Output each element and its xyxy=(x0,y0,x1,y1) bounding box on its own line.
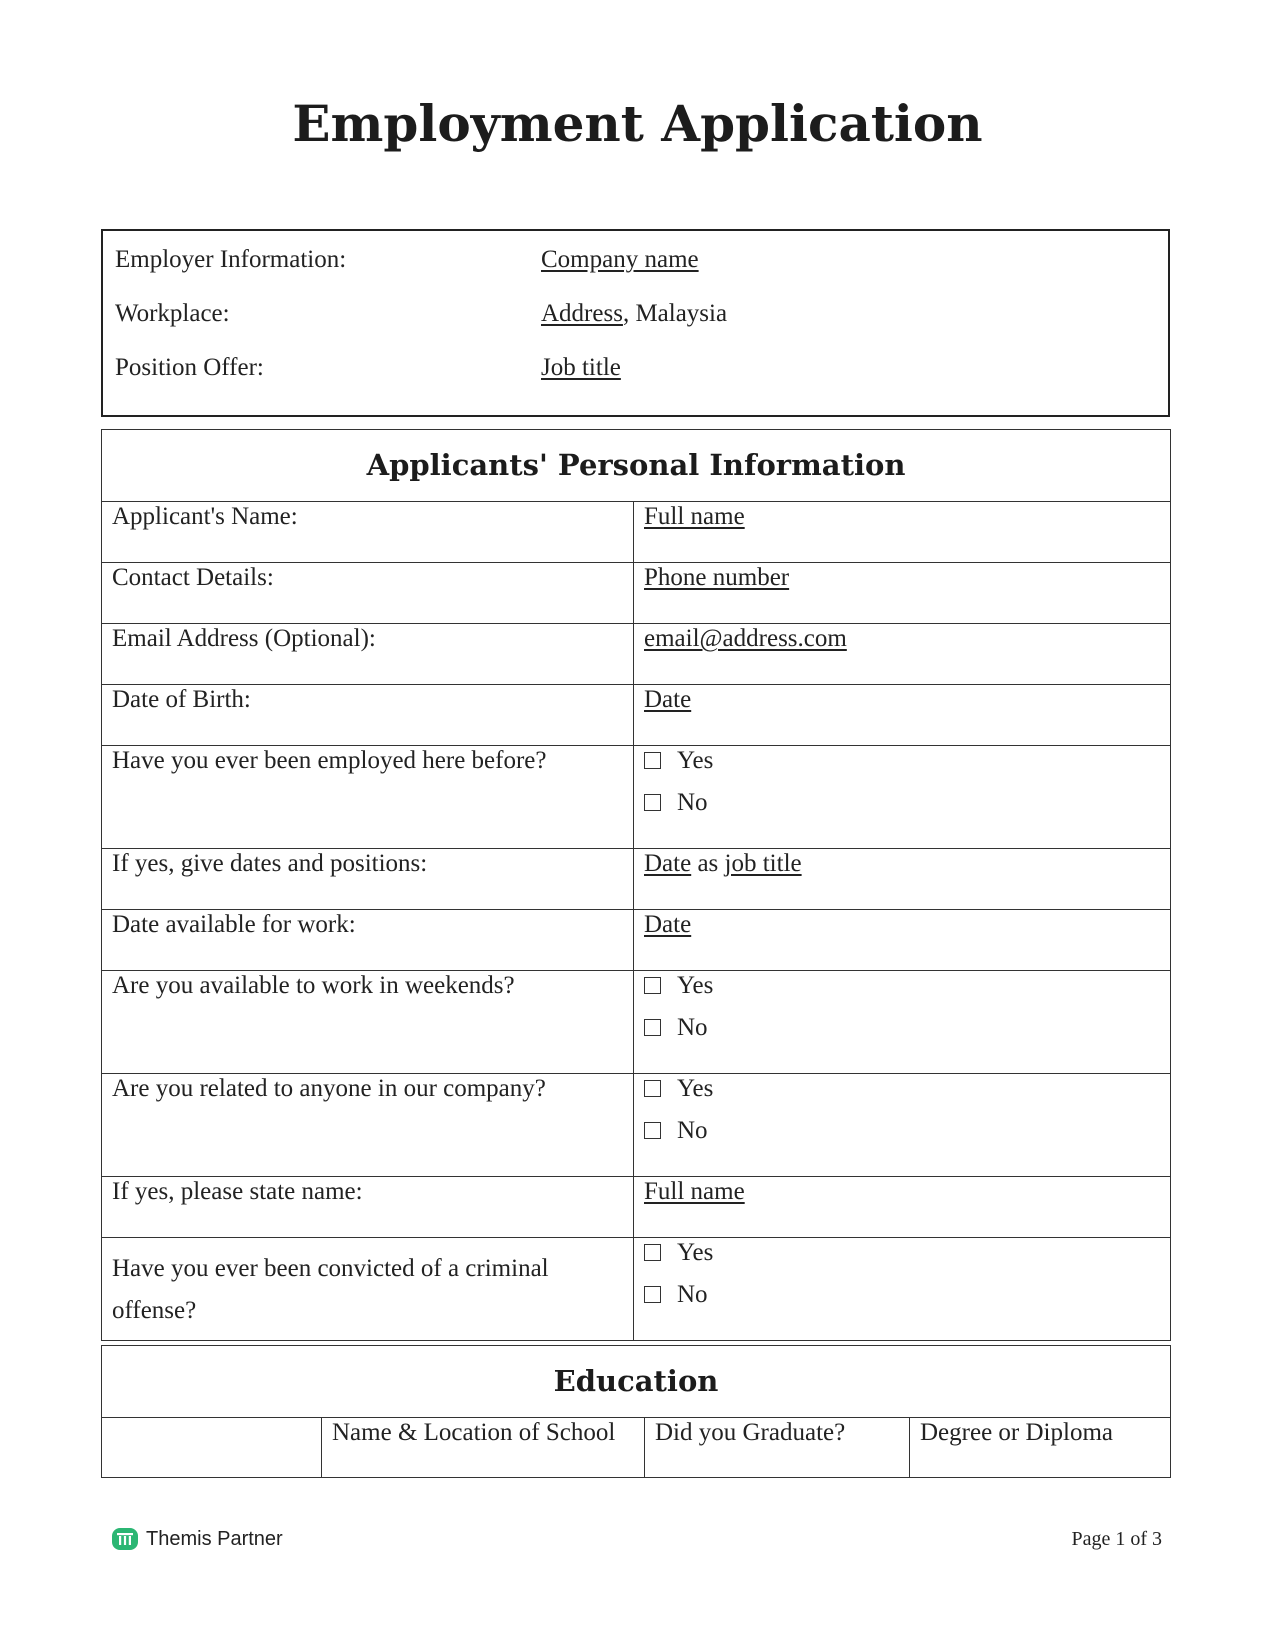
themis-logo-icon xyxy=(112,1528,138,1550)
weekends-label: Are you available to work in weekends? xyxy=(102,971,634,1074)
table-row xyxy=(102,910,1171,971)
convicted-no-option[interactable] xyxy=(644,1280,1160,1322)
company-name-field[interactable]: Company name xyxy=(541,246,699,273)
checkbox-icon[interactable] xyxy=(644,1286,661,1303)
table-row xyxy=(102,1074,1171,1177)
employed-before-no-option[interactable] xyxy=(644,788,1160,830)
convicted-label: Have you ever been convicted of a criminal offense? xyxy=(102,1238,634,1341)
weekends-yes-option[interactable] xyxy=(644,971,1160,1013)
document-title: Employment Application xyxy=(292,94,983,153)
job-title-field[interactable]: Job title xyxy=(541,354,621,381)
weekends-no-option[interactable] xyxy=(644,1013,1160,1055)
employed-before-yes-option[interactable] xyxy=(644,746,1160,788)
education-col-degree: Degree or Diploma xyxy=(910,1418,1171,1478)
related-yes-option[interactable] xyxy=(644,1074,1160,1116)
checkbox-icon[interactable] xyxy=(644,977,661,994)
personal-info-table xyxy=(101,429,1171,1341)
checkbox-icon[interactable] xyxy=(644,1122,661,1139)
workplace-country: , Malaysia xyxy=(622,300,728,327)
weekends-options xyxy=(634,971,1171,1074)
email-field[interactable]: email@address.com xyxy=(644,625,847,652)
footer-brand xyxy=(112,1526,283,1552)
applicant-name-cell xyxy=(634,502,1171,563)
option-label: Yes xyxy=(677,1075,714,1102)
education-heading: Education xyxy=(102,1346,1171,1418)
email-label: Email Address (Optional): xyxy=(102,624,634,685)
checkbox-icon[interactable] xyxy=(644,794,661,811)
table-row xyxy=(102,685,1171,746)
page-number: Page 1 of 3 xyxy=(1071,1528,1162,1550)
table-row xyxy=(102,624,1171,685)
prior-date-field[interactable]: Date xyxy=(644,850,692,877)
employer-information-label: Employer Information: xyxy=(115,246,347,273)
phone-number-field[interactable]: Phone number xyxy=(644,564,790,591)
checkbox-icon[interactable] xyxy=(644,752,661,769)
prior-positions-connector: as xyxy=(691,850,725,877)
related-name-field[interactable]: Full name xyxy=(644,1178,745,1205)
option-label: No xyxy=(677,1014,708,1041)
position-offer-label: Position Offer: xyxy=(115,354,264,381)
checkbox-icon[interactable] xyxy=(644,1244,661,1261)
date-available-label: Date available for work: xyxy=(102,910,634,971)
option-label: No xyxy=(677,1117,708,1144)
option-label: No xyxy=(677,789,708,816)
employer-info-box xyxy=(101,229,1170,417)
related-name-cell xyxy=(634,1177,1171,1238)
date-of-birth-label: Date of Birth: xyxy=(102,685,634,746)
table-row xyxy=(102,1177,1171,1238)
footer-brand-name: Themis Partner xyxy=(146,1527,283,1550)
education-col-blank xyxy=(102,1418,322,1478)
table-row xyxy=(102,746,1171,849)
education-table xyxy=(101,1345,1171,1478)
table-row xyxy=(102,502,1171,563)
date-available-cell xyxy=(634,910,1171,971)
applicant-name-label: Applicant's Name: xyxy=(102,502,634,563)
email-cell xyxy=(634,624,1171,685)
table-row xyxy=(102,563,1171,624)
workplace-value[interactable] xyxy=(541,299,727,329)
personal-info-heading: Applicants' Personal Information xyxy=(102,430,1171,502)
education-header-row xyxy=(102,1418,1171,1478)
related-options xyxy=(634,1074,1171,1177)
convicted-options xyxy=(634,1238,1171,1341)
option-label: Yes xyxy=(677,972,714,999)
option-label: Yes xyxy=(677,1239,714,1266)
table-row xyxy=(102,971,1171,1074)
related-label: Are you related to anyone in our company? xyxy=(102,1074,634,1177)
date-of-birth-cell xyxy=(634,685,1171,746)
date-of-birth-field[interactable]: Date xyxy=(644,686,692,713)
contact-details-label: Contact Details: xyxy=(102,563,634,624)
prior-job-title-field[interactable]: job title xyxy=(724,850,802,877)
applicant-name-field[interactable]: Full name xyxy=(644,503,745,530)
prior-positions-cell xyxy=(634,849,1171,910)
employed-before-label: Have you ever been employed here before? xyxy=(102,746,634,849)
date-available-field[interactable]: Date xyxy=(644,911,692,938)
employed-before-options xyxy=(634,746,1171,849)
option-label: No xyxy=(677,1281,708,1308)
convicted-yes-option[interactable] xyxy=(644,1238,1160,1280)
contact-details-cell xyxy=(634,563,1171,624)
table-row xyxy=(102,1238,1171,1341)
position-offer-value[interactable] xyxy=(541,353,621,383)
option-label: Yes xyxy=(677,747,714,774)
checkbox-icon[interactable] xyxy=(644,1080,661,1097)
related-no-option[interactable] xyxy=(644,1116,1160,1158)
education-col-graduate: Did you Graduate? xyxy=(645,1418,910,1478)
table-row xyxy=(102,849,1171,910)
related-name-label: If yes, please state name: xyxy=(102,1177,634,1238)
workplace-label: Workplace: xyxy=(115,300,230,327)
employer-information-value[interactable] xyxy=(541,245,699,275)
checkbox-icon[interactable] xyxy=(644,1019,661,1036)
prior-positions-label: If yes, give dates and positions: xyxy=(102,849,634,910)
address-field[interactable]: Address xyxy=(541,300,623,327)
education-col-school: Name & Location of School xyxy=(322,1418,645,1478)
